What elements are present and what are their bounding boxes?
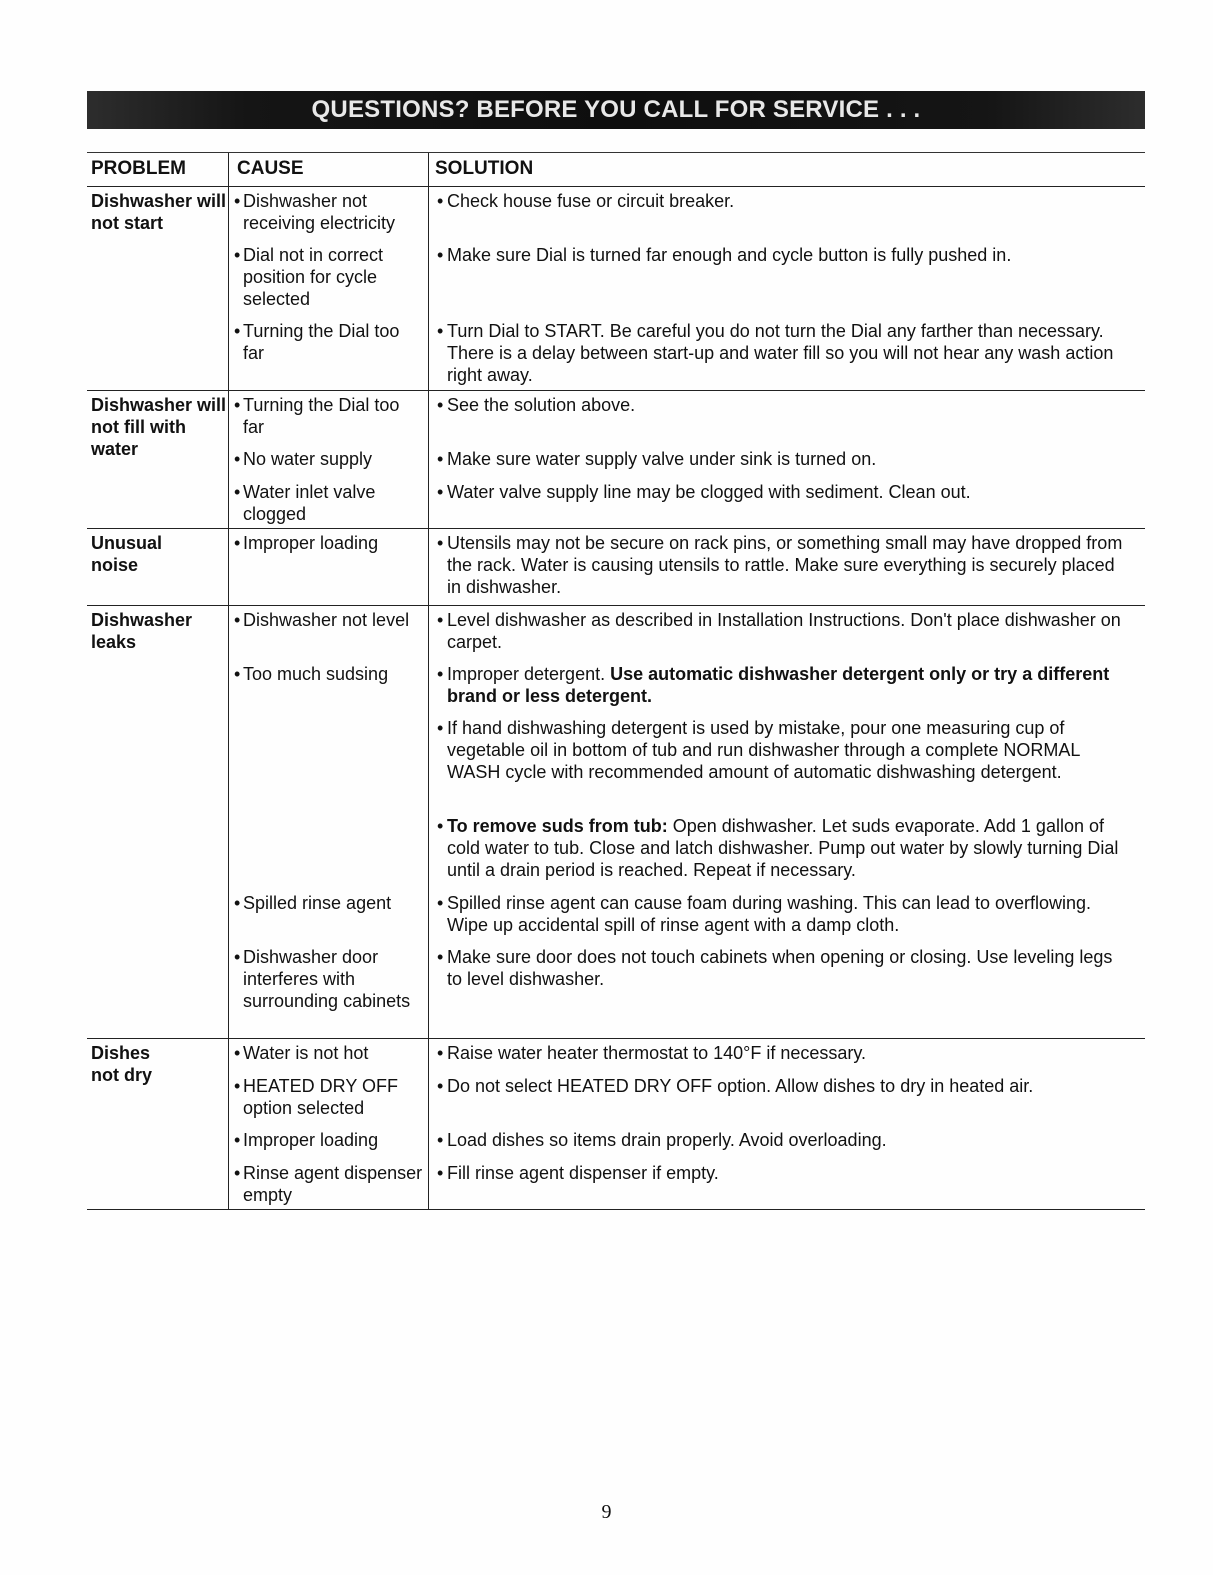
solution-cell: • Make sure Dial is turned far enough and cycle button is fully pushed in. xyxy=(428,241,1145,317)
cause-solution-pair xyxy=(228,714,1145,812)
problem-label: Unusual noise xyxy=(91,533,163,575)
solution-cell: • See the solution above. xyxy=(428,391,1145,445)
cause-solution-pair xyxy=(228,317,1145,390)
solution-cell: • Fill rinse agent dispenser if empty. xyxy=(428,1159,1145,1209)
cause-solution-pair xyxy=(228,943,1145,1038)
cause-solution-pair xyxy=(228,1159,1145,1209)
solution-cell: • Water valve supply line may be clogged with sediment. Clean out. xyxy=(428,478,1145,528)
cause-cell: • No water supply xyxy=(228,445,428,478)
cause-cell: • Dishwasher not receiving electricity xyxy=(228,187,428,241)
cause-cell: • Improper loading xyxy=(228,1126,428,1159)
cause-cell: • Dishwasher door interferes with surrounding cabinets xyxy=(228,943,428,1038)
cause-solution-pair xyxy=(228,529,1145,605)
problem-label: Dishwasher leaks xyxy=(91,610,193,652)
problem-group xyxy=(87,1039,1145,1210)
cause-solution-pair xyxy=(228,812,1145,889)
cause-cell: • Too much sudsing xyxy=(228,660,428,714)
cause-solution-pair xyxy=(228,889,1145,943)
cause-solution-pair xyxy=(228,660,1145,714)
solution-cell: • Make sure door does not touch cabinets when opening or closing. Use leveling legs to level dishwasher. xyxy=(428,943,1145,1038)
troubleshooting-table xyxy=(87,152,1145,1210)
cause-solution-pair xyxy=(228,241,1145,317)
solution-cell: • Raise water heater thermostat to 140°F if necessary. xyxy=(428,1039,1145,1072)
solution-cell: • Turn Dial to START. Be careful you do not turn the Dial any farther than necessary. There is a delay between start-up and water fill so you will not hear any wash action right away. xyxy=(428,317,1145,390)
header-solution: SOLUTION xyxy=(428,153,1145,186)
solution-cell: • To remove suds from tub: Open dishwasher. Let suds evaporate. Add 1 gallon of cold water to tub. Close and latch dishwasher. Pump out water by slowly turning Dial until a drain period is reached. Repeat if necessary. xyxy=(428,812,1145,889)
cause-cell xyxy=(228,714,428,812)
cause-cell: • Dial not in correct position for cycle selected xyxy=(228,241,428,317)
problem-label: Dishwasher will not start xyxy=(91,191,227,233)
cause-solution-pair xyxy=(228,606,1145,660)
solution-cell: • Utensils may not be secure on rack pins, or something small may have dropped from the rack. Water is causing utensils to rattle. Make sure everything is securely placed in dishwasher. xyxy=(428,529,1145,605)
cause-cell: • Dishwasher not level xyxy=(228,606,428,660)
cause-solution-pair xyxy=(228,1126,1145,1159)
solution-cell: • Make sure water supply valve under sink is turned on. xyxy=(428,445,1145,478)
cause-cell: • Water inlet valve clogged xyxy=(228,478,428,528)
cause-cell: • HEATED DRY OFF option selected xyxy=(228,1072,428,1126)
solution-cell: • Improper detergent. Use automatic dishwasher detergent only or try a different brand or less detergent. xyxy=(428,660,1145,714)
banner-title: QUESTIONS? BEFORE YOU CALL FOR SERVICE . . . xyxy=(311,96,921,123)
cause-cell: • Turning the Dial too far xyxy=(228,317,428,390)
solution-cell: • Do not select HEATED DRY OFF option. Allow dishes to dry in heated air. xyxy=(428,1072,1145,1126)
problem-group xyxy=(87,529,1145,606)
problem-group xyxy=(87,391,1145,529)
cause-cell: • Spilled rinse agent xyxy=(228,889,428,943)
cause-cell: • Rinse agent dispenser empty xyxy=(228,1159,428,1209)
header-problem: PROBLEM xyxy=(91,158,186,179)
cause-cell xyxy=(228,812,428,889)
solution-cell: • Check house fuse or circuit breaker. xyxy=(428,187,1145,241)
cause-cell: • Improper loading xyxy=(228,529,428,605)
cause-cell: • Turning the Dial too far xyxy=(228,391,428,445)
cause-solution-pair xyxy=(228,1072,1145,1126)
problem-group xyxy=(87,606,1145,1039)
table-header xyxy=(87,152,1145,187)
cause-solution-pair xyxy=(228,187,1145,241)
cause-solution-pair xyxy=(228,1039,1145,1072)
solution-cell: • Level dishwasher as described in Installation Instructions. Don't place dishwasher on carpet. xyxy=(428,606,1145,660)
cause-cell: • Water is not hot xyxy=(228,1039,428,1072)
solution-cell: • If hand dishwashing detergent is used by mistake, pour one measuring cup of vegetable oil in bottom of tub and run dishwasher through a complete NORMAL WASH cycle with recommended amount of automatic dishwashing detergent. xyxy=(428,714,1145,812)
cause-solution-pair xyxy=(228,445,1145,478)
solution-cell: • Load dishes so items drain properly. Avoid overloading. xyxy=(428,1126,1145,1159)
section-banner xyxy=(87,91,1145,129)
cause-solution-pair xyxy=(228,391,1145,445)
header-cause: CAUSE xyxy=(228,153,428,186)
problem-label: Dishes not dry xyxy=(91,1043,152,1085)
solution-cell: • Spilled rinse agent can cause foam during washing. This can lead to overflowing. Wipe up accidental spill of rinse agent with a damp cloth. xyxy=(428,889,1145,943)
cause-solution-pair xyxy=(228,478,1145,528)
page-number: 9 xyxy=(601,1501,612,1523)
problem-group xyxy=(87,187,1145,391)
problem-label: Dishwasher will not fill with water xyxy=(91,395,227,459)
